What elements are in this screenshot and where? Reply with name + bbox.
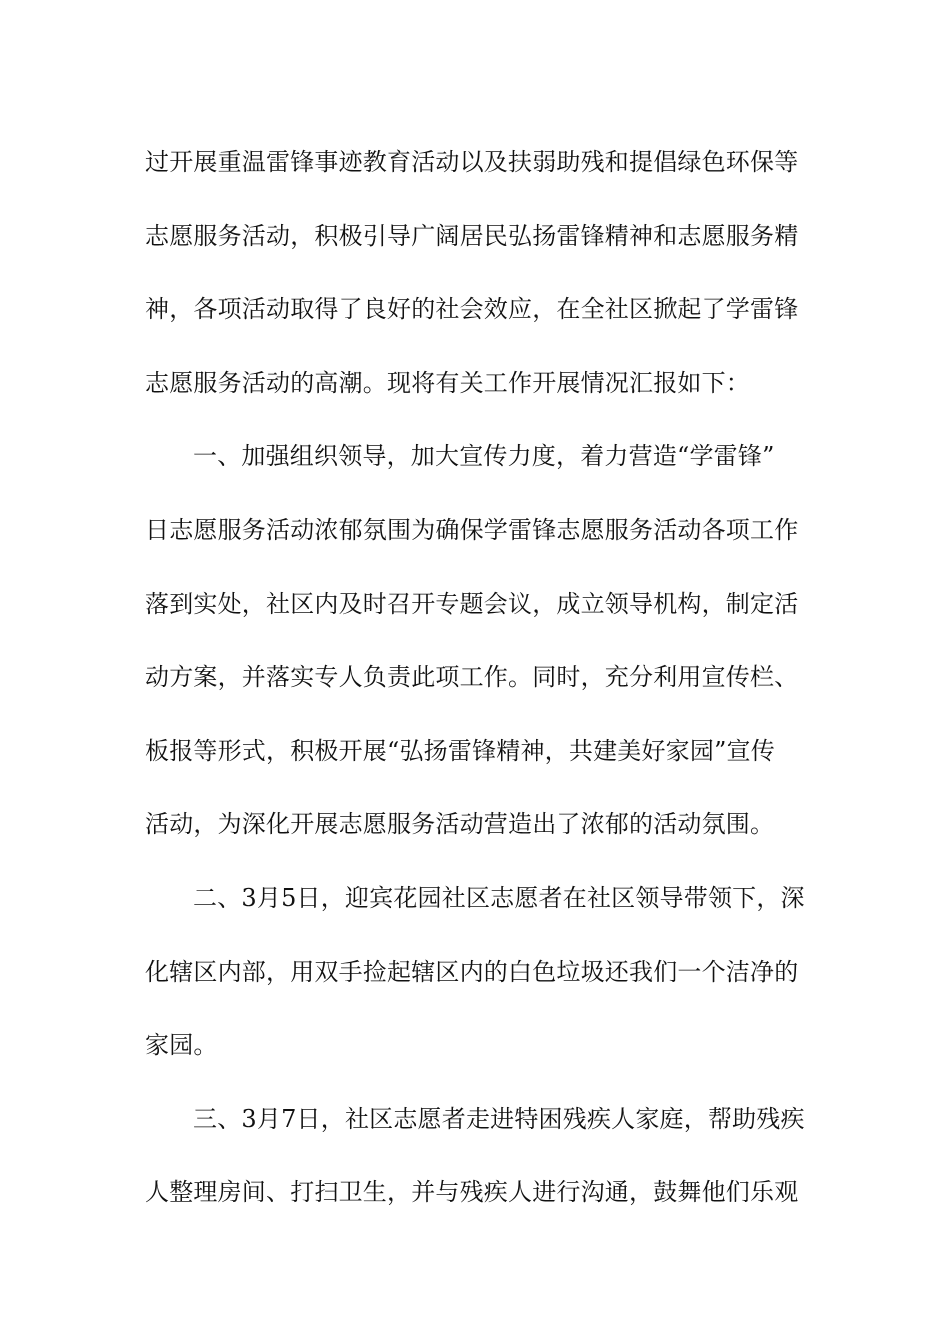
text-line: 日志愿服务活动浓郁氛围为确保学雷锋志愿服务活动各项工作: [145, 515, 799, 544]
text-line: 活动，为深化开展志愿服务活动营造出了浓郁的活动氛围。: [145, 810, 775, 839]
text-line: 动方案，并落实专人负责此项工作。同时，充分利用宣传栏、: [145, 663, 799, 692]
text-line: 过开展重温雷锋事迹教育活动以及扶弱助残和提倡绿色环保等: [145, 148, 799, 176]
section-heading-line: 一、加强组织领导，加大宣传力度，着力营造“学雷锋”: [193, 442, 775, 471]
text-line: 板报等形式，积极开展“弘扬雷锋精神，共建美好家园”宣传: [145, 736, 775, 765]
section-heading-line: 二、3月5日，迎宾花园社区志愿者在社区领导带领下，深: [193, 883, 805, 912]
text-line: 家园。: [145, 1031, 218, 1060]
text-line: 志愿服务活动的高潮。现将有关工作开展情况汇报如下：: [145, 368, 750, 397]
text-line: 人整理房间、打扫卫生，并与残疾人进行沟通，鼓舞他们乐观: [145, 1178, 799, 1207]
text-line: 志愿服务活动，积极引导广阔居民弘扬雷锋精神和志愿服务精: [145, 221, 799, 250]
section-heading-line: 三、3月7日，社区志愿者走进特困残疾人家庭，帮助残疾: [193, 1104, 805, 1133]
document-body: [145, 126, 810, 1230]
text-line: 化辖区内部，用双手捡起辖区内的白色垃圾还我们一个洁净的: [145, 957, 799, 986]
text-line: 落到实处，社区内及时召开专题会议，成立领导机构，制定活: [145, 589, 799, 618]
text-line: 神，各项活动取得了良好的社会效应，在全社区掀起了学雷锋: [145, 295, 799, 324]
